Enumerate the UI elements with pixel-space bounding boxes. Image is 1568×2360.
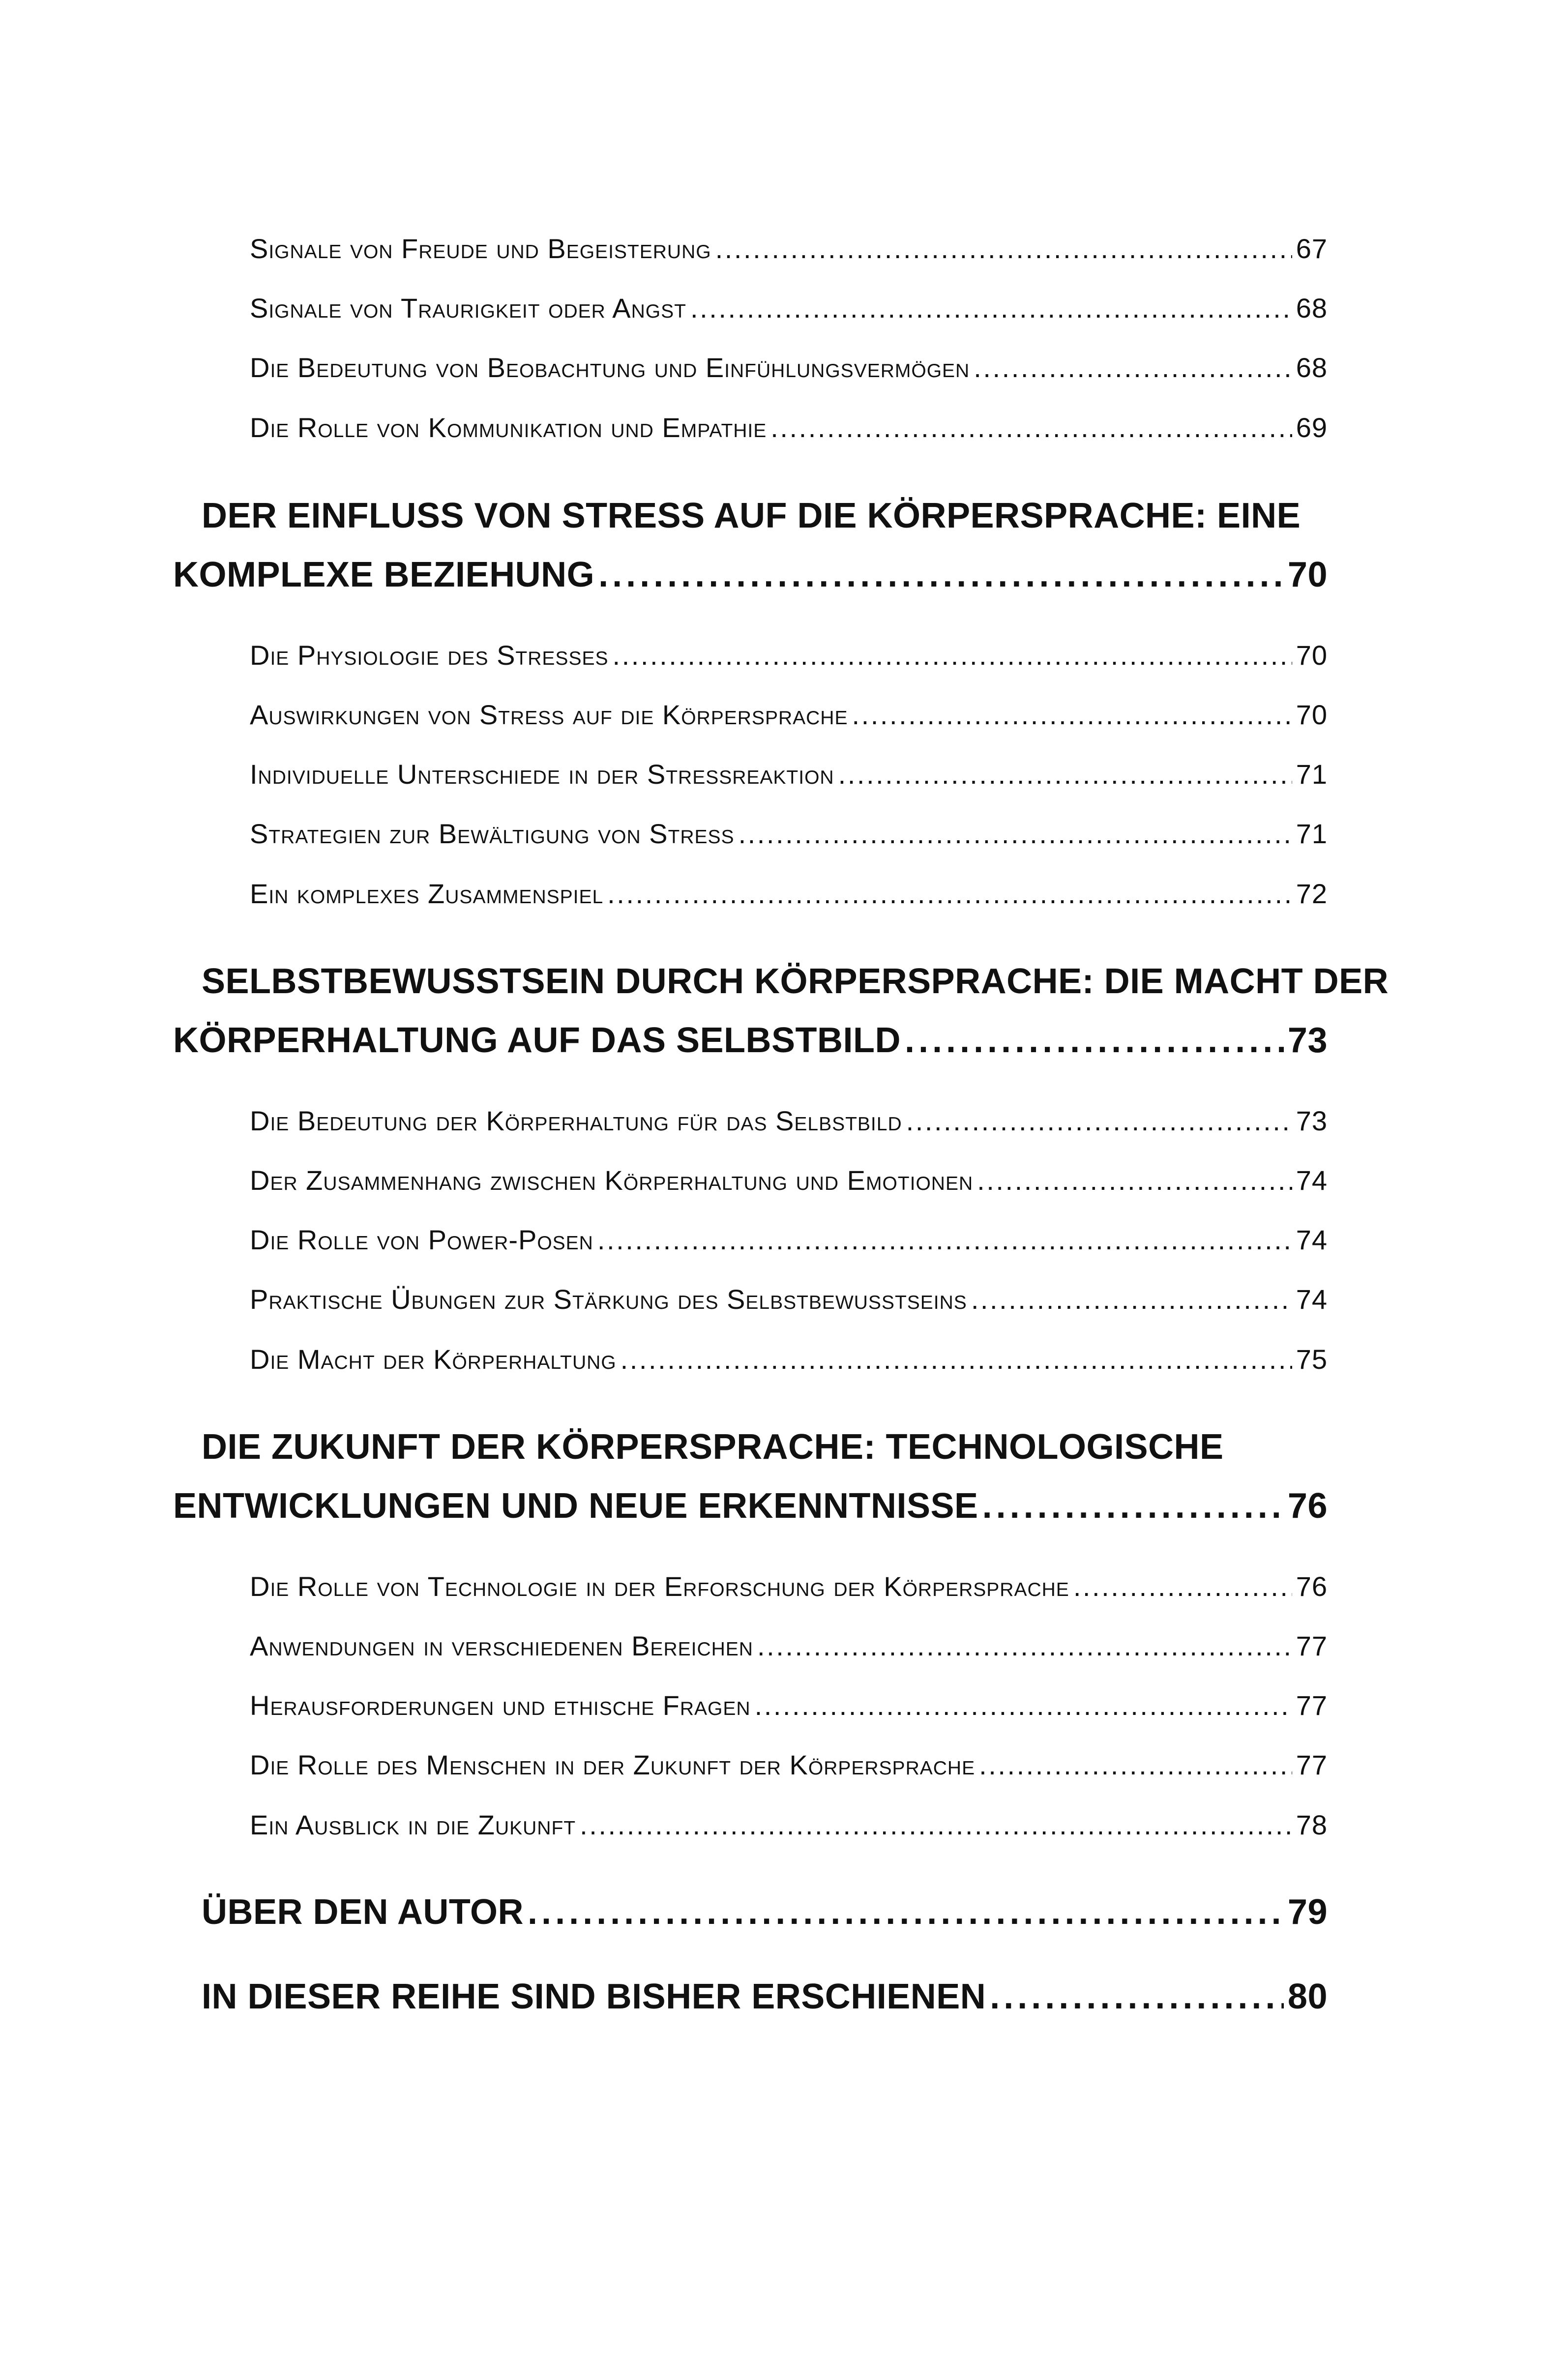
toc-entry-title: Individuelle Unterschiede in der Stressreaktion xyxy=(250,759,834,790)
toc-entry[interactable] xyxy=(250,354,1328,382)
toc-leader-dots xyxy=(621,1346,1292,1373)
toc-page-number: 70 xyxy=(1296,640,1328,671)
toc-page-number: 75 xyxy=(1296,1344,1328,1375)
chapter-entry[interactable] xyxy=(173,1488,1328,1524)
toc-page-number: 71 xyxy=(1296,759,1328,790)
toc-leader-dots xyxy=(1073,1573,1292,1600)
toc-page-number: 74 xyxy=(1296,1224,1328,1255)
toc-entry-title: Die Macht der Körperhaltung xyxy=(250,1344,617,1375)
chapter-title: ENTWICKLUNGEN UND NEUE ERKENNTNISSE xyxy=(173,1486,978,1526)
toc-leader-dots xyxy=(715,235,1292,263)
toc-leader-dots xyxy=(974,354,1292,382)
toc-leader-dots xyxy=(838,761,1292,788)
chapter-entry[interactable] xyxy=(173,1023,1328,1058)
toc-page-number: 74 xyxy=(1296,1284,1328,1315)
chapter-title: IN DIESER REIHE SIND BISHER ERSCHIENEN xyxy=(202,1977,986,2016)
toc-page-number: 73 xyxy=(1296,1105,1328,1136)
toc-leader-dots xyxy=(755,1692,1292,1719)
toc-entry[interactable] xyxy=(250,1632,1328,1660)
chapter-entry[interactable] xyxy=(173,557,1328,592)
toc-page-number: 77 xyxy=(1296,1690,1328,1721)
toc-entry[interactable] xyxy=(250,1107,1328,1135)
toc-leader-dots xyxy=(607,880,1292,908)
toc-entry[interactable] xyxy=(250,414,1328,442)
toc-entry-title: Die Bedeutung der Körperhaltung für das Selbstbild xyxy=(250,1105,902,1136)
toc-entry-title: Die Rolle von Technologie in der Erforschung der Körpersprache xyxy=(250,1571,1069,1602)
toc-leader-dots xyxy=(990,1979,1284,2014)
toc-page-number: 70 xyxy=(1296,699,1328,730)
toc-entry[interactable] xyxy=(250,761,1328,788)
toc-entry-title: Auswirkungen von Stress auf die Körpersprache xyxy=(250,699,848,730)
toc-page-number: 67 xyxy=(1296,233,1328,264)
chapter-entry[interactable] xyxy=(202,1894,1328,1930)
toc-page-number: 74 xyxy=(1296,1165,1328,1196)
toc-entry-title: Ein Ausblick in die Zukunft xyxy=(250,1809,576,1840)
toc-entry-title: Strategien zur Bewältigung von Stress xyxy=(250,818,735,849)
toc-page-number: 71 xyxy=(1296,818,1328,849)
chapter-title-line[interactable]: SELBSTBEWUSSTSEIN DURCH KÖRPERSPRACHE: DIE MACHT DER xyxy=(202,962,1389,1001)
toc-page-number: 77 xyxy=(1296,1749,1328,1780)
toc-leader-dots xyxy=(690,295,1292,322)
toc-entry[interactable] xyxy=(250,880,1328,908)
toc-entry-title: Ein komplexes Zusammenspiel xyxy=(250,878,604,909)
toc-entry-title: Praktische Übungen zur Stärkung des Selbstbewusstseins xyxy=(250,1284,967,1315)
toc-page-number: 68 xyxy=(1296,293,1328,324)
toc-entry[interactable] xyxy=(250,1286,1328,1313)
toc-leader-dots xyxy=(739,820,1292,848)
toc-entry-title: Die Rolle von Kommunikation und Empathie xyxy=(250,412,767,443)
toc-leader-dots xyxy=(905,1023,1284,1058)
chapter-title: KÖRPERHALTUNG AUF DAS SELBSTBILD xyxy=(173,1021,901,1060)
toc-entry-title: Signale von Freude und Begeisterung xyxy=(250,233,711,264)
toc-page-number: 80 xyxy=(1287,1977,1328,2016)
toc-entry[interactable] xyxy=(250,295,1328,322)
toc-leader-dots xyxy=(598,557,1284,592)
toc-entry-title: Anwendungen in verschiedenen Bereichen xyxy=(250,1630,753,1661)
toc-page-number: 77 xyxy=(1296,1630,1328,1661)
toc-entry[interactable] xyxy=(250,235,1328,263)
toc-entry[interactable] xyxy=(250,820,1328,848)
toc-page-number: 73 xyxy=(1287,1021,1328,1060)
toc-leader-dots xyxy=(580,1811,1292,1839)
toc-leader-dots xyxy=(528,1894,1284,1930)
toc-entry-title: Signale von Traurigkeit oder Angst xyxy=(250,293,686,324)
toc-entry-title: Die Rolle von Power-Posen xyxy=(250,1224,593,1255)
toc-page-number: 76 xyxy=(1296,1571,1328,1602)
toc-leader-dots xyxy=(597,1226,1292,1254)
chapter-title-line[interactable]: DIE ZUKUNFT DER KÖRPERSPRACHE: TECHNOLOGISCHE xyxy=(202,1427,1224,1467)
toc-entry-title: Herausforderungen und ethische Fragen xyxy=(250,1690,751,1721)
chapter-title: ÜBER DEN AUTOR xyxy=(202,1892,524,1932)
chapter-entry[interactable] xyxy=(202,1979,1328,2014)
toc-entry[interactable] xyxy=(250,1167,1328,1194)
toc-page-number: 79 xyxy=(1287,1892,1328,1932)
toc-entry-title: Die Physiologie des Stresses xyxy=(250,640,609,671)
toc-leader-dots xyxy=(971,1286,1292,1313)
toc-page-number: 69 xyxy=(1296,412,1328,443)
chapter-title: KOMPLEXE BEZIEHUNG xyxy=(173,555,595,594)
chapter-title-line[interactable]: DER EINFLUSS VON STRESS AUF DIE KÖRPERSPRACHE: EINE xyxy=(202,496,1301,535)
toc-entry[interactable] xyxy=(250,1346,1328,1373)
toc-entry[interactable] xyxy=(250,642,1328,669)
toc-entry[interactable] xyxy=(250,701,1328,729)
toc-entry[interactable] xyxy=(250,1573,1328,1600)
toc-page-number: 76 xyxy=(1287,1486,1328,1526)
toc-page-number: 68 xyxy=(1296,352,1328,383)
toc-page-number: 72 xyxy=(1296,878,1328,909)
toc-leader-dots xyxy=(852,701,1292,729)
toc-leader-dots xyxy=(977,1167,1292,1194)
toc-entry-title: Die Rolle des Menschen in der Zukunft der Körpersprache xyxy=(250,1749,976,1780)
toc-entry-title: Der Zusammenhang zwischen Körperhaltung und Emotionen xyxy=(250,1165,974,1196)
toc-page-number: 70 xyxy=(1287,555,1328,594)
toc-leader-dots xyxy=(982,1488,1284,1524)
toc-entry-title: Die Bedeutung von Beobachtung und Einfühlungsvermögen xyxy=(250,352,970,383)
toc-entry[interactable] xyxy=(250,1226,1328,1254)
toc-page-number: 78 xyxy=(1296,1809,1328,1840)
toc-entry[interactable] xyxy=(250,1811,1328,1839)
toc-entry[interactable] xyxy=(250,1751,1328,1779)
toc-entry[interactable] xyxy=(250,1692,1328,1719)
toc-leader-dots xyxy=(770,414,1292,442)
toc-leader-dots xyxy=(979,1751,1292,1779)
toc-leader-dots xyxy=(612,642,1292,669)
toc-leader-dots xyxy=(906,1107,1292,1135)
toc-leader-dots xyxy=(757,1632,1292,1660)
